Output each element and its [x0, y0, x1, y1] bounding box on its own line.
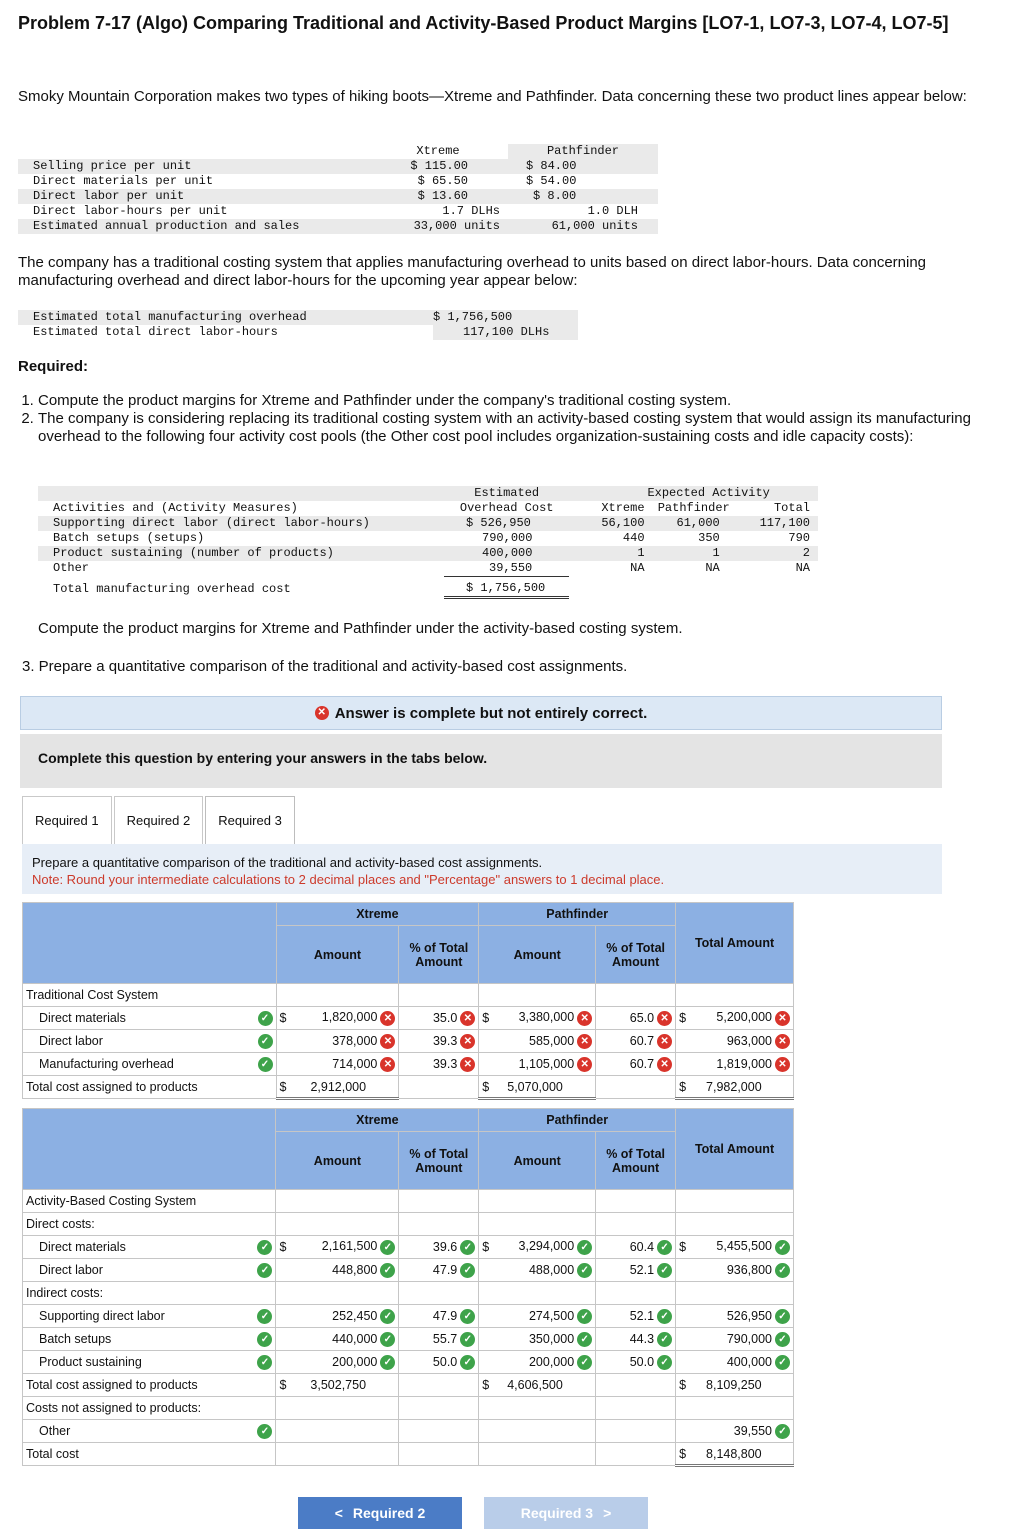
- cell: 56,100: [569, 516, 644, 531]
- xtreme-amount-input[interactable]: 2,161,500: [321, 1239, 378, 1254]
- req-2: 2. The company is considering replacing its traditional costing system with an activity-based costing system that would assign its manufacturing overhead to the following four activity cost pools (the Other cost pool includes organization-sustaining costs and idle capacity costs):: [38, 410, 988, 446]
- dollar-sign: $: [279, 1378, 287, 1392]
- req-1: 1. Compute the product margins for Xtreme and Pathfinder under the company's traditional costing system.: [38, 392, 988, 410]
- cell: $ 8.00: [508, 189, 658, 204]
- pathfinder-amount-input[interactable]: 3,294,000: [518, 1239, 575, 1254]
- header-blank: [23, 1132, 276, 1190]
- dollar-sign: $: [482, 1010, 490, 1025]
- check-icon: ✓: [657, 1309, 672, 1324]
- check-icon: ✓: [460, 1332, 475, 1347]
- table-row: [23, 1259, 794, 1282]
- check-icon: ✓: [657, 1332, 672, 1347]
- total-xtreme: 2,912,000: [310, 1079, 367, 1094]
- header: Pathfinder: [657, 501, 730, 515]
- total-amount-input[interactable]: 400,000: [726, 1355, 772, 1369]
- row-label: Total cost: [23, 1443, 276, 1466]
- total-amount-input[interactable]: 1,819,000: [716, 1057, 772, 1071]
- section-label: Indirect costs:: [23, 1282, 276, 1305]
- instruction-note: Note: Round your intermediate calculations to 2 decimal places and "Percentage" answers to 1 decimal place.: [32, 872, 665, 887]
- check-icon: ✓: [257, 1263, 272, 1278]
- cell: 350: [698, 531, 720, 545]
- header-total: Total Amount: [676, 903, 794, 984]
- tab-required-2[interactable]: Required 2: [114, 796, 204, 845]
- error-icon: ✕: [460, 1011, 475, 1026]
- prev-required-2-button[interactable]: [298, 1497, 462, 1529]
- check-icon: ✓: [258, 1057, 273, 1072]
- error-icon: ✕: [315, 706, 329, 720]
- page-title: Problem 7-17 (Algo) Comparing Traditional and Activity-Based Product Margins [LO7-1, LO7-3, LO7-4, LO7-5]: [18, 13, 949, 33]
- req-2b: Compute the product margins for Xtreme and Pathfinder under the activity-based costing system.: [38, 620, 683, 637]
- cell: 790,000: [482, 531, 533, 545]
- cell: 117,100: [730, 516, 818, 531]
- dollar-sign: $: [482, 1239, 490, 1254]
- error-icon: ✕: [577, 1011, 592, 1026]
- header: Overhead Cost: [459, 501, 554, 515]
- check-icon: ✓: [380, 1309, 395, 1324]
- header-amount: Amount: [479, 926, 596, 984]
- section-label: Traditional Cost System: [23, 984, 277, 1007]
- check-icon: ✓: [380, 1263, 395, 1278]
- pathfinder-amount-input[interactable]: 488,000: [528, 1263, 575, 1277]
- total-overall: 7,982,000: [706, 1079, 762, 1094]
- header-total: Total Amount: [676, 1109, 794, 1190]
- pathfinder-pct-input[interactable]: 52.1: [629, 1263, 655, 1277]
- check-icon: ✓: [775, 1263, 790, 1278]
- row-label: Estimated annual production and sales: [18, 219, 368, 234]
- instructions-box: [20, 734, 942, 788]
- table-row: [23, 1030, 794, 1053]
- xtreme-amount-input[interactable]: 714,000: [332, 1057, 378, 1071]
- error-icon: ✕: [380, 1011, 395, 1026]
- check-icon: ✓: [257, 1355, 272, 1370]
- traditional-text: The company has a traditional costing system that applies manufacturing overhead to units based on direct labor-hours. Data concerning manufacturing overhead and direct labor-hours for the upcoming year appear below:: [18, 254, 927, 289]
- error-icon: ✕: [657, 1034, 672, 1049]
- xtreme-amount-input[interactable]: 440,000: [332, 1332, 378, 1346]
- check-icon: ✓: [577, 1355, 592, 1370]
- dollar-sign: $: [679, 1079, 687, 1094]
- total-amount-input[interactable]: 5,455,500: [716, 1239, 772, 1254]
- xtreme-pct-input[interactable]: 39.6: [432, 1240, 458, 1254]
- cell: 1.0 DLH: [587, 204, 638, 218]
- col-pathfinder: Pathfinder: [508, 144, 658, 159]
- row-label: Other: [39, 1424, 71, 1438]
- cell: $ 1,756,500: [444, 577, 569, 598]
- xtreme-pct-input[interactable]: 35.0: [432, 1011, 458, 1025]
- cell: 790: [788, 531, 810, 545]
- header-pct: % of Total Amount: [399, 1132, 479, 1190]
- error-icon: ✕: [775, 1034, 790, 1049]
- xtreme-amount-input[interactable]: 448,800: [332, 1263, 378, 1277]
- header-xtreme: Xtreme: [276, 903, 479, 926]
- dollar-sign: $: [679, 1446, 687, 1461]
- error-icon: ✕: [380, 1057, 395, 1072]
- cell: $ 54.00: [526, 174, 577, 188]
- row-label: Supporting direct labor: [39, 1309, 165, 1323]
- check-icon: ✓: [258, 1011, 273, 1026]
- pathfinder-amount-input[interactable]: 585,000: [529, 1034, 575, 1048]
- xtreme-pct-input[interactable]: 39.3: [432, 1034, 458, 1048]
- check-icon: ✓: [380, 1355, 395, 1370]
- check-icon: ✓: [460, 1240, 475, 1255]
- row-label: Direct labor: [39, 1034, 103, 1048]
- check-icon: ✓: [460, 1263, 475, 1278]
- total-amount-input[interactable]: 526,950: [726, 1309, 772, 1323]
- col-xtreme: Xtreme: [416, 144, 460, 158]
- check-icon: ✓: [657, 1240, 672, 1255]
- total-pathfinder: 5,070,000: [507, 1079, 563, 1094]
- check-icon: ✓: [380, 1240, 395, 1255]
- cell: NA: [705, 561, 720, 576]
- dollar-sign: $: [279, 1239, 287, 1254]
- row-label: Direct labor-hours per unit: [33, 204, 228, 218]
- prev-button-label: Required 2: [352, 1505, 426, 1521]
- total-xtreme: 3,502,750: [310, 1378, 367, 1392]
- cell: $ 115.00: [368, 159, 508, 174]
- next-button-label: Required 3: [520, 1505, 594, 1521]
- xtreme-pct-input[interactable]: 47.9: [432, 1309, 458, 1323]
- total-amount-input[interactable]: 5,200,000: [716, 1010, 772, 1025]
- xtreme-amount-input[interactable]: 200,000: [332, 1355, 378, 1369]
- status-text: Answer is complete but not entirely correct.: [334, 704, 648, 722]
- cell: $ 526,950: [444, 516, 569, 531]
- row-label: Product sustaining (number of products): [38, 546, 444, 561]
- row-label: Estimated total direct labor-hours: [33, 325, 278, 339]
- error-icon: ✕: [460, 1057, 475, 1072]
- cell: 2: [730, 546, 818, 561]
- cell: 1: [569, 546, 644, 561]
- total-amount-input[interactable]: 963,000: [726, 1034, 772, 1048]
- xtreme-pct-input[interactable]: 39.3: [432, 1057, 458, 1071]
- instructions-text: Complete this question by entering your answers in the tabs below.: [38, 750, 488, 766]
- cell: 117,100 DLHs: [433, 325, 578, 340]
- tab-required-3[interactable]: Required 3: [205, 796, 295, 845]
- answer-status-banner: [20, 696, 942, 730]
- table-row: [23, 1420, 794, 1443]
- cell: 33,000 units: [368, 219, 508, 234]
- row-label: Other: [53, 561, 90, 576]
- check-icon: ✓: [775, 1309, 790, 1324]
- header: Estimated: [444, 486, 569, 501]
- check-icon: ✓: [577, 1240, 592, 1255]
- cell: $ 1,756,500: [433, 310, 578, 325]
- check-icon: ✓: [258, 1034, 273, 1049]
- cell: 1: [645, 546, 730, 561]
- pathfinder-amount-input[interactable]: 274,500: [528, 1309, 575, 1323]
- row-label: Direct materials: [39, 1240, 126, 1254]
- table-row: [23, 1305, 794, 1328]
- cell: $ 65.50: [417, 174, 468, 188]
- table-row: [23, 1351, 794, 1374]
- check-icon: ✓: [577, 1332, 592, 1347]
- pathfinder-pct-input[interactable]: 60.7: [629, 1057, 655, 1071]
- xtreme-amount-input[interactable]: 1,820,000: [321, 1010, 378, 1025]
- dollar-sign: $: [482, 1079, 490, 1094]
- xtreme-amount-input[interactable]: 378,000: [332, 1034, 378, 1048]
- table-row: [23, 1076, 794, 1099]
- tab-required-1[interactable]: Required 1: [22, 796, 112, 845]
- error-icon: ✕: [460, 1034, 475, 1049]
- header-pct: % of Total Amount: [596, 1132, 676, 1190]
- next-required-3-button[interactable]: [484, 1497, 648, 1529]
- dollar-sign: $: [679, 1010, 687, 1025]
- table-row: [23, 1374, 794, 1397]
- header-pct: % of Total Amount: [399, 926, 479, 984]
- section-label: Costs not assigned to products:: [23, 1397, 276, 1420]
- row-label: Direct materials: [39, 1011, 126, 1025]
- row-label: Direct labor: [39, 1263, 103, 1277]
- check-icon: ✓: [577, 1309, 592, 1324]
- header: Activities and (Activity Measures): [53, 501, 298, 515]
- total-cost: 8,148,800: [706, 1446, 762, 1461]
- error-icon: ✕: [657, 1057, 672, 1072]
- other-amount-input[interactable]: 39,550: [733, 1424, 772, 1438]
- table-row: [23, 1328, 794, 1351]
- cell: $ 84.00: [508, 159, 658, 174]
- check-icon: ✓: [775, 1240, 790, 1255]
- header-amount: Amount: [479, 1132, 596, 1190]
- pathfinder-amount-input[interactable]: 1,105,000: [518, 1057, 575, 1071]
- header-amount: Amount: [276, 1132, 399, 1190]
- cell: $ 13.60: [368, 189, 508, 204]
- requirement-tabs: [22, 796, 297, 844]
- pathfinder-amount-input[interactable]: 3,380,000: [518, 1010, 575, 1025]
- req-3: 3. Prepare a quantitative comparison of the traditional and activity-based cost assignments.: [22, 658, 628, 675]
- dollar-sign: $: [482, 1378, 490, 1392]
- cell: 440: [622, 531, 645, 545]
- check-icon: ✓: [257, 1424, 272, 1439]
- row-label: Product sustaining: [39, 1355, 142, 1369]
- total-pathfinder: 4,606,500: [507, 1378, 563, 1392]
- header-blank: [23, 903, 277, 926]
- pathfinder-pct-input[interactable]: 60.4: [629, 1240, 655, 1254]
- xtreme-pct-input[interactable]: 47.9: [432, 1263, 458, 1277]
- error-icon: ✕: [577, 1057, 592, 1072]
- cell: 39,550: [444, 561, 569, 577]
- required-heading: Required:: [18, 358, 89, 375]
- row-label: Direct materials per unit: [33, 174, 214, 188]
- cell: 400,000: [444, 546, 569, 561]
- section-label: Direct costs:: [23, 1213, 276, 1236]
- requirements-list: [18, 392, 988, 446]
- row-label: Batch setups: [39, 1332, 112, 1346]
- row-label: Supporting direct labor (direct labor-hours): [38, 516, 444, 531]
- header-pct: % of Total Amount: [596, 926, 676, 984]
- intro-text: Smoky Mountain Corporation makes two types of hiking boots—Xtreme and Pathfinder. Data concerning these two product lines appear below:: [18, 88, 967, 105]
- check-icon: ✓: [775, 1355, 790, 1370]
- header-pathfinder: Pathfinder: [479, 1109, 676, 1132]
- product-data-table: [18, 144, 658, 234]
- check-icon: ✓: [460, 1355, 475, 1370]
- xtreme-pct-input[interactable]: 55.7: [432, 1332, 458, 1346]
- check-icon: ✓: [380, 1332, 395, 1347]
- cell: 61,000: [645, 516, 730, 531]
- abc-activity-table: [38, 486, 818, 599]
- error-icon: ✕: [657, 1011, 672, 1026]
- table-row: [23, 1443, 794, 1466]
- check-icon: ✓: [257, 1332, 272, 1347]
- check-icon: ✓: [657, 1355, 672, 1370]
- traditional-cost-grid: [22, 902, 794, 1100]
- cell: NA: [630, 561, 645, 576]
- row-label: Estimated total manufacturing overhead: [18, 310, 433, 325]
- header-amount: Amount: [276, 926, 399, 984]
- check-icon: ✓: [775, 1424, 790, 1439]
- pathfinder-pct-input[interactable]: 65.0: [629, 1011, 655, 1025]
- cell: 61,000 units: [508, 219, 658, 234]
- cell: NA: [795, 561, 810, 576]
- table-row: [23, 1053, 794, 1076]
- xtreme-pct-input[interactable]: 50.0: [432, 1355, 458, 1369]
- error-icon: ✕: [380, 1034, 395, 1049]
- overhead-table: [18, 310, 578, 340]
- row-label: Direct labor per unit: [18, 189, 368, 204]
- error-icon: ✕: [775, 1011, 790, 1026]
- row-label: Selling price per unit: [18, 159, 368, 174]
- abc-cost-grid: [22, 1108, 794, 1467]
- check-icon: ✓: [257, 1240, 272, 1255]
- check-icon: ✓: [577, 1263, 592, 1278]
- header: Total: [773, 501, 810, 515]
- total-overall: 8,109,250: [706, 1378, 762, 1392]
- error-icon: ✕: [775, 1057, 790, 1072]
- check-icon: ✓: [460, 1309, 475, 1324]
- row-label: Total cost assigned to products: [23, 1374, 276, 1397]
- dollar-sign: $: [279, 1079, 287, 1094]
- pathfinder-pct-input[interactable]: 50.0: [629, 1355, 655, 1369]
- header-pathfinder: Pathfinder: [479, 903, 676, 926]
- check-icon: ✓: [657, 1263, 672, 1278]
- check-icon: ✓: [257, 1309, 272, 1324]
- dollar-sign: $: [279, 1010, 287, 1025]
- instruction-text: Prepare a quantitative comparison of the traditional and activity-based cost assignments.: [32, 855, 543, 870]
- row-label: Manufacturing overhead: [39, 1057, 174, 1071]
- total-amount-input[interactable]: 790,000: [726, 1332, 772, 1346]
- pathfinder-amount-input[interactable]: 200,000: [528, 1355, 575, 1369]
- section-label: Activity-Based Costing System: [23, 1190, 276, 1213]
- dollar-sign: $: [679, 1378, 687, 1392]
- table-row: [23, 1236, 794, 1259]
- header-xtreme: Xtreme: [276, 1109, 479, 1132]
- xtreme-amount-input[interactable]: 252,450: [332, 1309, 378, 1323]
- pathfinder-pct-input[interactable]: 52.1: [629, 1309, 655, 1323]
- error-icon: ✕: [577, 1034, 592, 1049]
- row-label: Batch setups (setups): [53, 531, 205, 545]
- row-label: Total cost assigned to products: [23, 1076, 277, 1099]
- chevron-left-icon: <: [334, 1505, 343, 1521]
- pathfinder-pct-input[interactable]: 44.3: [629, 1332, 655, 1346]
- header: Xtreme: [601, 501, 645, 515]
- tab-instructions: [22, 844, 942, 894]
- total-amount-input[interactable]: 936,800: [726, 1263, 772, 1277]
- check-icon: ✓: [775, 1332, 790, 1347]
- pathfinder-amount-input[interactable]: 350,000: [528, 1332, 575, 1346]
- dollar-sign: $: [679, 1239, 687, 1254]
- row-label: Total manufacturing overhead cost: [53, 581, 291, 596]
- chevron-right-icon: >: [603, 1505, 612, 1521]
- header: Expected Activity: [569, 486, 818, 501]
- header-blank: [23, 926, 277, 984]
- header-blank: [23, 1109, 276, 1132]
- table-row: [23, 1007, 794, 1030]
- pathfinder-pct-input[interactable]: 60.7: [629, 1034, 655, 1048]
- cell: 1.7 DLHs: [442, 204, 500, 218]
